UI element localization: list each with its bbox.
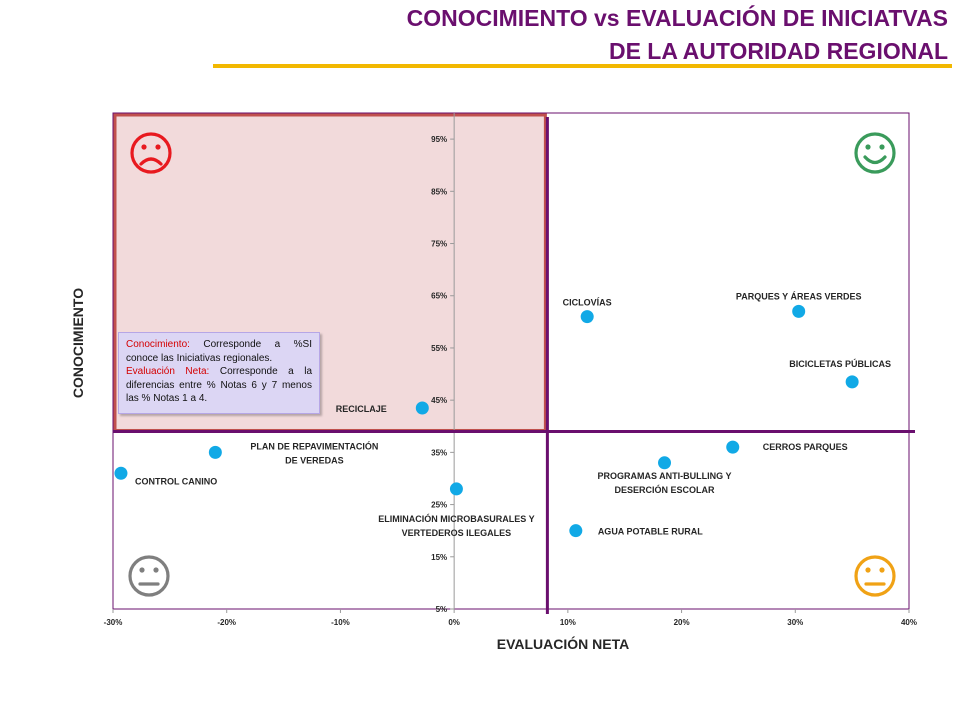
data-label: CONTROL CANINO <box>134 476 218 487</box>
data-label: PARQUES Y ÁREAS VERDES <box>735 291 862 302</box>
data-point <box>846 375 859 388</box>
y-tick-label: 45% <box>431 396 448 406</box>
data-label: BICICLETAS PÚBLICAS <box>789 358 892 369</box>
chart-title-line-2: DE LA AUTORIDAD REGIONAL <box>608 38 948 64</box>
x-tick-label: 20% <box>673 618 690 627</box>
data-point <box>209 446 222 459</box>
data-label: ELIMINACIÓN MICROBASURALES Y <box>378 513 535 524</box>
data-label: PROGRAMAS ANTI-BULLING Y <box>597 470 732 481</box>
data-point <box>581 310 594 323</box>
data-point <box>658 456 671 469</box>
x-tick-label: 40% <box>900 618 918 627</box>
note-text-conocimiento: Corresponde a %SI conoce las Iniciativas regionales. <box>126 339 312 364</box>
x-tick-label: 30% <box>787 618 804 627</box>
data-point <box>569 524 582 537</box>
note-key-conocimiento: Conocimiento: <box>126 339 190 350</box>
chart-title-line-1: CONOCIMIENTO vs EVALUACIÓN DE INICIATVAS <box>406 5 948 31</box>
y-tick-label: 35% <box>431 448 448 458</box>
note-key-evaluacion: Evaluación Neta: <box>126 366 210 377</box>
data-label: DE VEREDAS <box>285 455 344 466</box>
definition-note <box>118 332 320 414</box>
data-label: RECICLAJE <box>335 403 387 414</box>
x-tick-label: -10% <box>331 618 350 627</box>
y-tick-label: 25% <box>431 500 448 510</box>
neutral-face-icon <box>130 557 168 595</box>
data-point <box>450 482 463 495</box>
data-label: AGUA POTABLE RURAL <box>597 526 703 537</box>
x-tick-label: -20% <box>217 618 237 627</box>
x-axis-title: EVALUACIÓN NETA <box>496 636 630 652</box>
data-label: CERROS PARQUES <box>762 442 848 453</box>
y-tick-label: 95% <box>431 135 448 145</box>
data-label: PLAN DE REPAVIMENTACIÓN <box>250 441 379 452</box>
x-tick-label: 10% <box>559 618 576 627</box>
y-axis-title: CONOCIMIENTO <box>70 287 86 399</box>
x-tick-label: -30% <box>103 618 123 627</box>
x-tick-label: 0% <box>448 618 460 627</box>
y-tick-label: 65% <box>431 291 448 301</box>
data-label: VERTEDEROS ILEGALES <box>401 527 512 538</box>
neutral-face-icon <box>856 557 894 595</box>
data-point <box>416 401 429 414</box>
data-label: DESERCIÓN ESCOLAR <box>614 484 715 495</box>
data-point <box>114 467 127 480</box>
data-label: CICLOVÍAS <box>562 297 612 308</box>
happy-face-icon <box>856 134 894 172</box>
data-point <box>726 441 739 454</box>
data-point <box>792 305 805 318</box>
y-tick-label: 85% <box>431 187 448 197</box>
y-tick-label: 5% <box>435 605 448 614</box>
y-tick-label: 55% <box>431 343 448 353</box>
y-tick-label: 75% <box>431 239 448 249</box>
y-tick-label: 15% <box>431 552 448 562</box>
note-text-evaluacion: Corresponde a la diferencias entre % Notas 6 y 7 menos las % Notas 1 a 4. <box>126 366 313 404</box>
